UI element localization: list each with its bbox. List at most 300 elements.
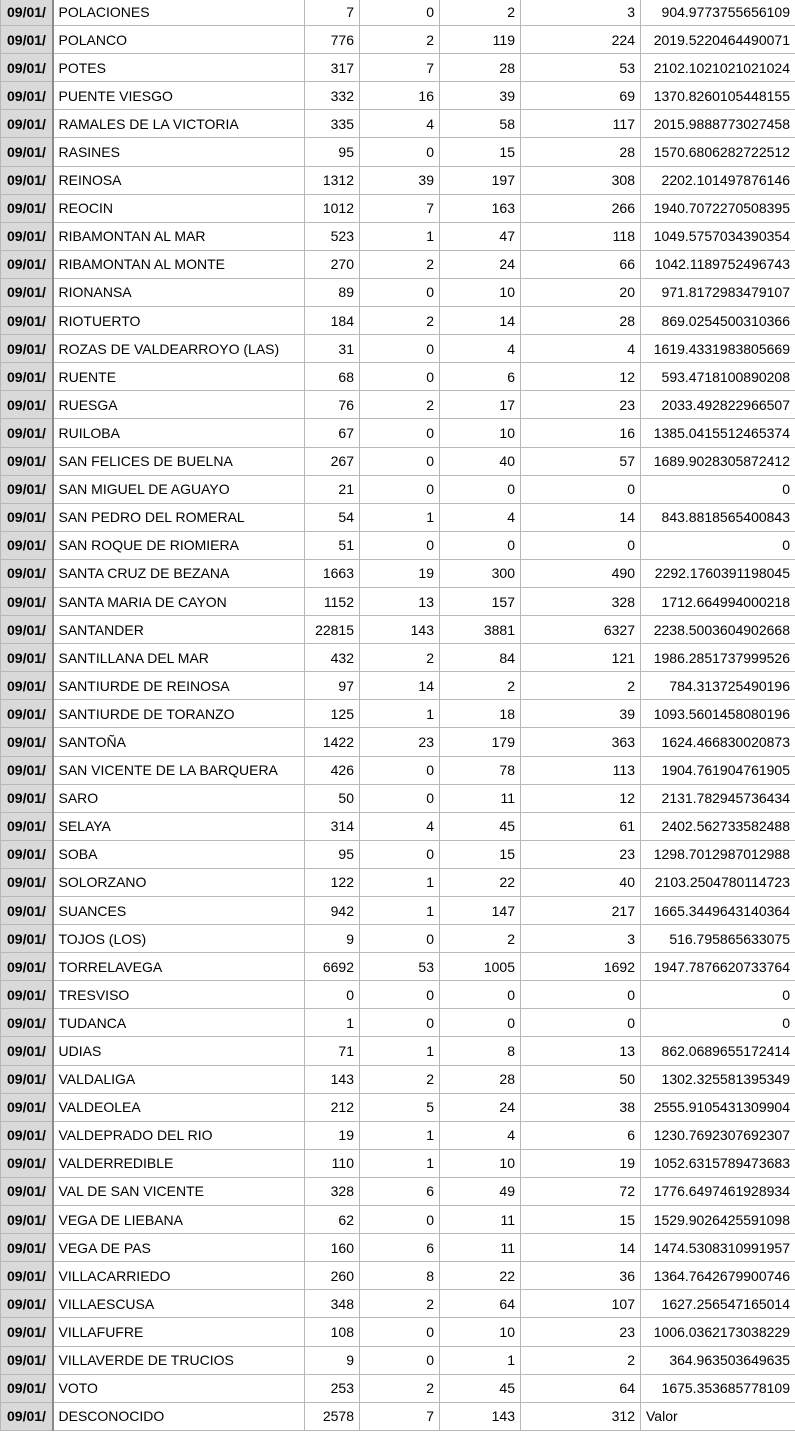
value-cell-3[interactable]: 147 xyxy=(440,897,521,925)
value-cell-3[interactable]: 300 xyxy=(440,559,521,587)
value-cell-3[interactable]: 45 xyxy=(440,1374,521,1402)
value-cell-2[interactable]: 2 xyxy=(360,1065,440,1093)
date-cell[interactable]: 09/01/ xyxy=(1,363,53,391)
value-cell-2[interactable]: 2 xyxy=(360,1290,440,1318)
value-cell-4[interactable]: 308 xyxy=(521,166,641,194)
value-cell-2[interactable]: 1 xyxy=(360,700,440,728)
value-cell-3[interactable]: 0 xyxy=(440,981,521,1009)
value-cell-1[interactable]: 9 xyxy=(305,1346,360,1374)
value-cell-2[interactable]: 0 xyxy=(360,784,440,812)
value-cell-2[interactable]: 0 xyxy=(360,475,440,503)
value-cell-1[interactable]: 942 xyxy=(305,897,360,925)
value-cell-2[interactable]: 8 xyxy=(360,1262,440,1290)
value-cell-4[interactable]: 2 xyxy=(521,1346,641,1374)
municipality-cell[interactable]: SANTOÑA xyxy=(53,728,305,756)
value-cell-2[interactable]: 0 xyxy=(360,138,440,166)
value-cell-2[interactable]: 6 xyxy=(360,1234,440,1262)
value-cell-4[interactable]: 113 xyxy=(521,756,641,784)
municipality-cell[interactable]: VALDEPRADO DEL RIO xyxy=(53,1121,305,1149)
date-cell[interactable]: 09/01/ xyxy=(1,644,53,672)
value-cell-4[interactable]: 28 xyxy=(521,307,641,335)
value-cell-2[interactable]: 7 xyxy=(360,194,440,222)
value-cell-3[interactable]: 58 xyxy=(440,110,521,138)
value-cell-2[interactable]: 19 xyxy=(360,559,440,587)
date-cell[interactable]: 09/01/ xyxy=(1,166,53,194)
date-cell[interactable]: 09/01/ xyxy=(1,1262,53,1290)
rate-cell[interactable]: 593.4718100890208 xyxy=(641,363,795,391)
value-cell-3[interactable]: 4 xyxy=(440,503,521,531)
value-cell-3[interactable]: 4 xyxy=(440,1121,521,1149)
value-cell-3[interactable]: 0 xyxy=(440,475,521,503)
value-cell-3[interactable]: 1005 xyxy=(440,953,521,981)
value-cell-2[interactable]: 0 xyxy=(360,981,440,1009)
value-cell-1[interactable]: 348 xyxy=(305,1290,360,1318)
date-cell[interactable]: 09/01/ xyxy=(1,475,53,503)
value-cell-4[interactable]: 363 xyxy=(521,728,641,756)
rate-cell[interactable]: 1049.5757034390354 xyxy=(641,222,795,250)
rate-cell[interactable]: 1712.664994000218 xyxy=(641,587,795,615)
date-cell[interactable]: 09/01/ xyxy=(1,26,53,54)
date-cell[interactable]: 09/01/ xyxy=(1,840,53,868)
value-cell-1[interactable]: 0 xyxy=(305,981,360,1009)
date-cell[interactable]: 09/01/ xyxy=(1,868,53,896)
municipality-cell[interactable]: VOTO xyxy=(53,1374,305,1402)
rate-cell[interactable]: 1986.2851737999526 xyxy=(641,644,795,672)
value-cell-2[interactable]: 7 xyxy=(360,1402,440,1430)
municipality-cell[interactable]: SOBA xyxy=(53,840,305,868)
value-cell-4[interactable]: 57 xyxy=(521,447,641,475)
municipality-cell[interactable]: REOCIN xyxy=(53,194,305,222)
municipality-cell[interactable]: VILLAVERDE DE TRUCIOS xyxy=(53,1346,305,1374)
municipality-cell[interactable]: RIONANSA xyxy=(53,278,305,306)
value-cell-1[interactable]: 62 xyxy=(305,1206,360,1234)
value-cell-3[interactable]: 143 xyxy=(440,1402,521,1430)
value-cell-4[interactable]: 107 xyxy=(521,1290,641,1318)
municipality-cell[interactable]: VALDERREDIBLE xyxy=(53,1149,305,1177)
value-cell-4[interactable]: 312 xyxy=(521,1402,641,1430)
value-cell-4[interactable]: 4 xyxy=(521,335,641,363)
date-cell[interactable]: 09/01/ xyxy=(1,953,53,981)
value-cell-3[interactable]: 6 xyxy=(440,363,521,391)
value-cell-2[interactable]: 0 xyxy=(360,756,440,784)
date-cell[interactable]: 09/01/ xyxy=(1,335,53,363)
value-cell-2[interactable]: 13 xyxy=(360,587,440,615)
value-cell-2[interactable]: 0 xyxy=(360,1346,440,1374)
date-cell[interactable]: 09/01/ xyxy=(1,419,53,447)
municipality-cell[interactable]: RASINES xyxy=(53,138,305,166)
value-cell-1[interactable]: 314 xyxy=(305,812,360,840)
value-cell-3[interactable]: 163 xyxy=(440,194,521,222)
rate-cell[interactable]: 2202.101497876146 xyxy=(641,166,795,194)
rate-cell[interactable]: 1776.6497461928934 xyxy=(641,1177,795,1205)
municipality-cell[interactable]: ROZAS DE VALDEARROYO (LAS) xyxy=(53,335,305,363)
rate-cell[interactable]: 1570.6806282722512 xyxy=(641,138,795,166)
value-cell-3[interactable]: 84 xyxy=(440,644,521,672)
value-cell-2[interactable]: 0 xyxy=(360,1318,440,1346)
rate-cell[interactable]: 1665.3449643140364 xyxy=(641,897,795,925)
value-cell-2[interactable]: 2 xyxy=(360,644,440,672)
rate-cell[interactable]: 0 xyxy=(641,981,795,1009)
value-cell-1[interactable]: 426 xyxy=(305,756,360,784)
value-cell-4[interactable]: 328 xyxy=(521,587,641,615)
date-cell[interactable]: 09/01/ xyxy=(1,700,53,728)
municipality-cell[interactable]: VEGA DE PAS xyxy=(53,1234,305,1262)
value-cell-2[interactable]: 23 xyxy=(360,728,440,756)
date-cell[interactable]: 09/01/ xyxy=(1,138,53,166)
value-cell-4[interactable]: 20 xyxy=(521,278,641,306)
value-cell-3[interactable]: 10 xyxy=(440,419,521,447)
value-cell-1[interactable]: 332 xyxy=(305,82,360,110)
value-cell-3[interactable]: 24 xyxy=(440,250,521,278)
value-cell-3[interactable]: 11 xyxy=(440,1206,521,1234)
date-cell[interactable]: 09/01/ xyxy=(1,222,53,250)
value-cell-4[interactable]: 1692 xyxy=(521,953,641,981)
rate-cell[interactable]: 1474.5308310991957 xyxy=(641,1234,795,1262)
value-cell-4[interactable]: 266 xyxy=(521,194,641,222)
value-cell-1[interactable]: 54 xyxy=(305,503,360,531)
value-cell-1[interactable]: 95 xyxy=(305,840,360,868)
rate-cell[interactable]: Valor xyxy=(641,1402,795,1430)
value-cell-3[interactable]: 14 xyxy=(440,307,521,335)
value-cell-3[interactable]: 2 xyxy=(440,0,521,26)
value-cell-4[interactable]: 117 xyxy=(521,110,641,138)
value-cell-1[interactable]: 68 xyxy=(305,363,360,391)
value-cell-3[interactable]: 39 xyxy=(440,82,521,110)
value-cell-4[interactable]: 0 xyxy=(521,475,641,503)
date-cell[interactable]: 09/01/ xyxy=(1,447,53,475)
value-cell-2[interactable]: 6 xyxy=(360,1177,440,1205)
municipality-cell[interactable]: DESCONOCIDO xyxy=(53,1402,305,1430)
municipality-cell[interactable]: VILLAFUFRE xyxy=(53,1318,305,1346)
value-cell-3[interactable]: 1 xyxy=(440,1346,521,1374)
rate-cell[interactable]: 784.313725490196 xyxy=(641,672,795,700)
date-cell[interactable]: 09/01/ xyxy=(1,981,53,1009)
municipality-cell[interactable]: SANTA CRUZ DE BEZANA xyxy=(53,559,305,587)
value-cell-4[interactable]: 38 xyxy=(521,1093,641,1121)
value-cell-3[interactable]: 2 xyxy=(440,672,521,700)
value-cell-3[interactable]: 179 xyxy=(440,728,521,756)
value-cell-3[interactable]: 10 xyxy=(440,1318,521,1346)
date-cell[interactable]: 09/01/ xyxy=(1,1318,53,1346)
rate-cell[interactable]: 1904.761904761905 xyxy=(641,756,795,784)
rate-cell[interactable]: 1675.353685778109 xyxy=(641,1374,795,1402)
municipality-cell[interactable]: UDIAS xyxy=(53,1037,305,1065)
value-cell-4[interactable]: 12 xyxy=(521,363,641,391)
rate-cell[interactable]: 843.8818565400843 xyxy=(641,503,795,531)
value-cell-1[interactable]: 143 xyxy=(305,1065,360,1093)
value-cell-4[interactable]: 6327 xyxy=(521,616,641,644)
value-cell-2[interactable]: 0 xyxy=(360,278,440,306)
value-cell-2[interactable]: 39 xyxy=(360,166,440,194)
rate-cell[interactable]: 2019.5220464490071 xyxy=(641,26,795,54)
municipality-cell[interactable]: VILLACARRIEDO xyxy=(53,1262,305,1290)
date-cell[interactable]: 09/01/ xyxy=(1,784,53,812)
value-cell-3[interactable]: 40 xyxy=(440,447,521,475)
value-cell-4[interactable]: 0 xyxy=(521,1009,641,1037)
municipality-cell[interactable]: TORRELAVEGA xyxy=(53,953,305,981)
rate-cell[interactable]: 1042.1189752496743 xyxy=(641,250,795,278)
value-cell-1[interactable]: 270 xyxy=(305,250,360,278)
rate-cell[interactable]: 862.0689655172414 xyxy=(641,1037,795,1065)
value-cell-1[interactable]: 2578 xyxy=(305,1402,360,1430)
municipality-cell[interactable]: SAN VICENTE DE LA BARQUERA xyxy=(53,756,305,784)
value-cell-3[interactable]: 47 xyxy=(440,222,521,250)
value-cell-3[interactable]: 17 xyxy=(440,391,521,419)
municipality-cell[interactable]: SAN MIGUEL DE AGUAYO xyxy=(53,475,305,503)
date-cell[interactable]: 09/01/ xyxy=(1,1065,53,1093)
value-cell-1[interactable]: 22815 xyxy=(305,616,360,644)
value-cell-1[interactable]: 328 xyxy=(305,1177,360,1205)
value-cell-1[interactable]: 317 xyxy=(305,54,360,82)
value-cell-1[interactable]: 67 xyxy=(305,419,360,447)
value-cell-3[interactable]: 18 xyxy=(440,700,521,728)
date-cell[interactable]: 09/01/ xyxy=(1,250,53,278)
rate-cell[interactable]: 1627.256547165014 xyxy=(641,1290,795,1318)
value-cell-3[interactable]: 11 xyxy=(440,1234,521,1262)
value-cell-3[interactable]: 10 xyxy=(440,1149,521,1177)
municipality-cell[interactable]: VALDEOLEA xyxy=(53,1093,305,1121)
value-cell-4[interactable]: 217 xyxy=(521,897,641,925)
value-cell-2[interactable]: 143 xyxy=(360,616,440,644)
municipality-cell[interactable]: SOLORZANO xyxy=(53,868,305,896)
value-cell-1[interactable]: 110 xyxy=(305,1149,360,1177)
rate-cell[interactable]: 364.963503649635 xyxy=(641,1346,795,1374)
date-cell[interactable]: 09/01/ xyxy=(1,278,53,306)
rate-cell[interactable]: 1940.7072270508395 xyxy=(641,194,795,222)
value-cell-3[interactable]: 0 xyxy=(440,1009,521,1037)
value-cell-4[interactable]: 121 xyxy=(521,644,641,672)
value-cell-4[interactable]: 61 xyxy=(521,812,641,840)
value-cell-1[interactable]: 89 xyxy=(305,278,360,306)
value-cell-1[interactable]: 1663 xyxy=(305,559,360,587)
rate-cell[interactable]: 1298.7012987012988 xyxy=(641,840,795,868)
rate-cell[interactable]: 1689.9028305872412 xyxy=(641,447,795,475)
rate-cell[interactable]: 2292.1760391198045 xyxy=(641,559,795,587)
rate-cell[interactable]: 2131.782945736434 xyxy=(641,784,795,812)
value-cell-1[interactable]: 7 xyxy=(305,0,360,26)
value-cell-4[interactable]: 23 xyxy=(521,1318,641,1346)
value-cell-2[interactable]: 0 xyxy=(360,840,440,868)
municipality-cell[interactable]: RIOTUERTO xyxy=(53,307,305,335)
value-cell-2[interactable]: 1 xyxy=(360,868,440,896)
value-cell-2[interactable]: 0 xyxy=(360,419,440,447)
value-cell-1[interactable]: 260 xyxy=(305,1262,360,1290)
date-cell[interactable]: 09/01/ xyxy=(1,756,53,784)
value-cell-1[interactable]: 253 xyxy=(305,1374,360,1402)
municipality-cell[interactable]: POLANCO xyxy=(53,26,305,54)
value-cell-3[interactable]: 119 xyxy=(440,26,521,54)
value-cell-2[interactable]: 1 xyxy=(360,1149,440,1177)
value-cell-4[interactable]: 6 xyxy=(521,1121,641,1149)
municipality-cell[interactable]: SANTIURDE DE TORANZO xyxy=(53,700,305,728)
date-cell[interactable]: 09/01/ xyxy=(1,1177,53,1205)
value-cell-2[interactable]: 2 xyxy=(360,307,440,335)
municipality-cell[interactable]: TOJOS (LOS) xyxy=(53,925,305,953)
rate-cell[interactable]: 1230.7692307692307 xyxy=(641,1121,795,1149)
rate-cell[interactable]: 1385.0415512465374 xyxy=(641,419,795,447)
date-cell[interactable]: 09/01/ xyxy=(1,82,53,110)
municipality-cell[interactable]: RAMALES DE LA VICTORIA xyxy=(53,110,305,138)
value-cell-4[interactable]: 40 xyxy=(521,868,641,896)
date-cell[interactable]: 09/01/ xyxy=(1,307,53,335)
rate-cell[interactable]: 2102.1021021021024 xyxy=(641,54,795,82)
date-cell[interactable]: 09/01/ xyxy=(1,672,53,700)
value-cell-4[interactable]: 16 xyxy=(521,419,641,447)
value-cell-2[interactable]: 1 xyxy=(360,1121,440,1149)
municipality-cell[interactable]: RUILOBA xyxy=(53,419,305,447)
municipality-cell[interactable]: RUESGA xyxy=(53,391,305,419)
value-cell-4[interactable]: 69 xyxy=(521,82,641,110)
value-cell-1[interactable]: 97 xyxy=(305,672,360,700)
date-cell[interactable]: 09/01/ xyxy=(1,1206,53,1234)
date-cell[interactable]: 09/01/ xyxy=(1,559,53,587)
rate-cell[interactable]: 1302.325581395349 xyxy=(641,1065,795,1093)
value-cell-2[interactable]: 0 xyxy=(360,447,440,475)
rate-cell[interactable]: 1947.7876620733764 xyxy=(641,953,795,981)
municipality-cell[interactable]: SARO xyxy=(53,784,305,812)
rate-cell[interactable]: 1619.4331983805669 xyxy=(641,335,795,363)
value-cell-3[interactable]: 22 xyxy=(440,868,521,896)
date-cell[interactable]: 09/01/ xyxy=(1,587,53,615)
value-cell-1[interactable]: 1152 xyxy=(305,587,360,615)
date-cell[interactable]: 09/01/ xyxy=(1,897,53,925)
date-cell[interactable]: 09/01/ xyxy=(1,1234,53,1262)
value-cell-4[interactable]: 14 xyxy=(521,503,641,531)
value-cell-4[interactable]: 13 xyxy=(521,1037,641,1065)
value-cell-1[interactable]: 31 xyxy=(305,335,360,363)
value-cell-4[interactable]: 2 xyxy=(521,672,641,700)
value-cell-2[interactable]: 0 xyxy=(360,0,440,26)
value-cell-1[interactable]: 1422 xyxy=(305,728,360,756)
value-cell-3[interactable]: 4 xyxy=(440,335,521,363)
value-cell-4[interactable]: 23 xyxy=(521,391,641,419)
value-cell-3[interactable]: 0 xyxy=(440,531,521,559)
value-cell-4[interactable]: 64 xyxy=(521,1374,641,1402)
value-cell-4[interactable]: 0 xyxy=(521,981,641,1009)
value-cell-3[interactable]: 10 xyxy=(440,278,521,306)
rate-cell[interactable]: 2238.5003604902668 xyxy=(641,616,795,644)
value-cell-3[interactable]: 45 xyxy=(440,812,521,840)
value-cell-1[interactable]: 122 xyxy=(305,868,360,896)
value-cell-4[interactable]: 118 xyxy=(521,222,641,250)
value-cell-2[interactable]: 53 xyxy=(360,953,440,981)
value-cell-3[interactable]: 28 xyxy=(440,1065,521,1093)
value-cell-1[interactable]: 776 xyxy=(305,26,360,54)
value-cell-2[interactable]: 0 xyxy=(360,335,440,363)
value-cell-2[interactable]: 2 xyxy=(360,26,440,54)
municipality-cell[interactable]: VALDALIGA xyxy=(53,1065,305,1093)
value-cell-3[interactable]: 197 xyxy=(440,166,521,194)
value-cell-1[interactable]: 76 xyxy=(305,391,360,419)
value-cell-3[interactable]: 8 xyxy=(440,1037,521,1065)
value-cell-1[interactable]: 71 xyxy=(305,1037,360,1065)
rate-cell[interactable]: 1006.0362173038229 xyxy=(641,1318,795,1346)
value-cell-1[interactable]: 108 xyxy=(305,1318,360,1346)
value-cell-1[interactable]: 19 xyxy=(305,1121,360,1149)
value-cell-4[interactable]: 224 xyxy=(521,26,641,54)
date-cell[interactable]: 09/01/ xyxy=(1,1149,53,1177)
date-cell[interactable]: 09/01/ xyxy=(1,1121,53,1149)
value-cell-4[interactable]: 3 xyxy=(521,925,641,953)
rate-cell[interactable]: 2555.9105431309904 xyxy=(641,1093,795,1121)
municipality-cell[interactable]: SAN FELICES DE BUELNA xyxy=(53,447,305,475)
value-cell-2[interactable]: 5 xyxy=(360,1093,440,1121)
value-cell-3[interactable]: 64 xyxy=(440,1290,521,1318)
municipality-cell[interactable]: REINOSA xyxy=(53,166,305,194)
value-cell-1[interactable]: 335 xyxy=(305,110,360,138)
value-cell-1[interactable]: 95 xyxy=(305,138,360,166)
date-cell[interactable]: 09/01/ xyxy=(1,54,53,82)
value-cell-2[interactable]: 1 xyxy=(360,1037,440,1065)
value-cell-4[interactable]: 39 xyxy=(521,700,641,728)
date-cell[interactable]: 09/01/ xyxy=(1,812,53,840)
value-cell-2[interactable]: 0 xyxy=(360,531,440,559)
value-cell-2[interactable]: 1 xyxy=(360,897,440,925)
value-cell-2[interactable]: 14 xyxy=(360,672,440,700)
date-cell[interactable]: 09/01/ xyxy=(1,616,53,644)
municipality-cell[interactable]: VEGA DE LIEBANA xyxy=(53,1206,305,1234)
rate-cell[interactable]: 1529.9026425591098 xyxy=(641,1206,795,1234)
value-cell-1[interactable]: 212 xyxy=(305,1093,360,1121)
date-cell[interactable]: 09/01/ xyxy=(1,1009,53,1037)
value-cell-3[interactable]: 15 xyxy=(440,138,521,166)
rate-cell[interactable]: 0 xyxy=(641,531,795,559)
value-cell-3[interactable]: 78 xyxy=(440,756,521,784)
value-cell-1[interactable]: 125 xyxy=(305,700,360,728)
value-cell-1[interactable]: 21 xyxy=(305,475,360,503)
value-cell-4[interactable]: 50 xyxy=(521,1065,641,1093)
value-cell-1[interactable]: 1012 xyxy=(305,194,360,222)
value-cell-3[interactable]: 49 xyxy=(440,1177,521,1205)
value-cell-1[interactable]: 9 xyxy=(305,925,360,953)
rate-cell[interactable]: 904.9773755656109 xyxy=(641,0,795,26)
value-cell-2[interactable]: 4 xyxy=(360,110,440,138)
municipality-cell[interactable]: PUENTE VIESGO xyxy=(53,82,305,110)
value-cell-1[interactable]: 51 xyxy=(305,531,360,559)
value-cell-4[interactable]: 72 xyxy=(521,1177,641,1205)
value-cell-4[interactable]: 36 xyxy=(521,1262,641,1290)
value-cell-4[interactable]: 19 xyxy=(521,1149,641,1177)
municipality-cell[interactable]: RUENTE xyxy=(53,363,305,391)
rate-cell[interactable]: 1624.466830020873 xyxy=(641,728,795,756)
rate-cell[interactable]: 1093.5601458080196 xyxy=(641,700,795,728)
municipality-cell[interactable]: RIBAMONTAN AL MONTE xyxy=(53,250,305,278)
rate-cell[interactable]: 516.795865633075 xyxy=(641,925,795,953)
municipality-cell[interactable]: SELAYA xyxy=(53,812,305,840)
municipality-cell[interactable]: SANTANDER xyxy=(53,616,305,644)
date-cell[interactable]: 09/01/ xyxy=(1,1290,53,1318)
municipality-cell[interactable]: VILLAESCUSA xyxy=(53,1290,305,1318)
date-cell[interactable]: 09/01/ xyxy=(1,0,53,26)
value-cell-3[interactable]: 22 xyxy=(440,1262,521,1290)
municipality-cell[interactable]: TUDANCA xyxy=(53,1009,305,1037)
value-cell-1[interactable]: 1 xyxy=(305,1009,360,1037)
value-cell-2[interactable]: 0 xyxy=(360,363,440,391)
rate-cell[interactable]: 2402.562733582488 xyxy=(641,812,795,840)
rate-cell[interactable]: 0 xyxy=(641,1009,795,1037)
value-cell-4[interactable]: 23 xyxy=(521,840,641,868)
value-cell-4[interactable]: 53 xyxy=(521,54,641,82)
value-cell-4[interactable]: 66 xyxy=(521,250,641,278)
value-cell-2[interactable]: 0 xyxy=(360,1009,440,1037)
value-cell-3[interactable]: 24 xyxy=(440,1093,521,1121)
rate-cell[interactable]: 1052.6315789473683 xyxy=(641,1149,795,1177)
value-cell-3[interactable]: 2 xyxy=(440,925,521,953)
value-cell-2[interactable]: 2 xyxy=(360,391,440,419)
date-cell[interactable]: 09/01/ xyxy=(1,1402,53,1430)
rate-cell[interactable]: 1364.7642679900746 xyxy=(641,1262,795,1290)
value-cell-1[interactable]: 6692 xyxy=(305,953,360,981)
